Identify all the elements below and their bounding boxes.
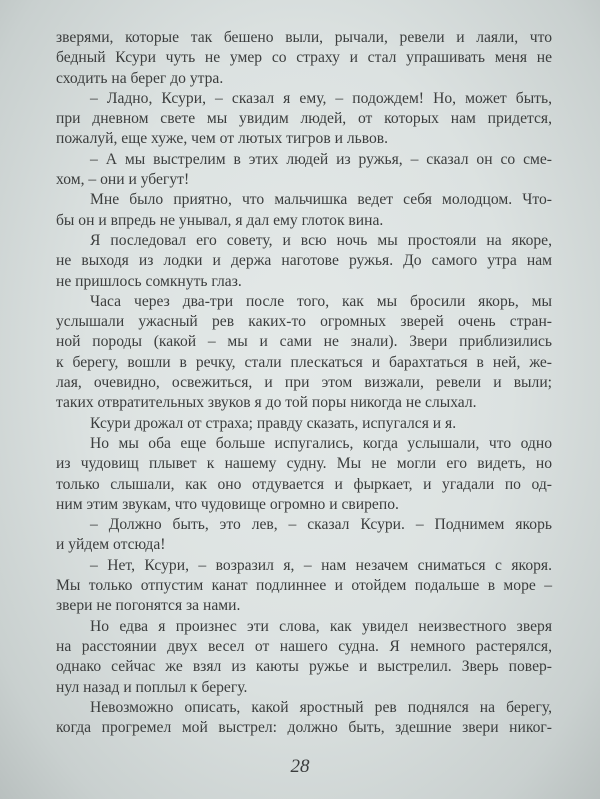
text-line: Мне было приятно, что мальчишка ведет себя молодцом. Что- <box>90 191 552 209</box>
text-line: зверями, которые так бешено выли, рычали, ревели и лаяли, что <box>56 29 552 46</box>
text-line: пожалуй, еще хуже, чем от лютых тигров и львов. <box>56 130 389 148</box>
text-line: Часа через два-три после того, как мы бросили якорь, мы <box>90 292 552 310</box>
text-line: хом, – они и убегут! <box>56 171 190 189</box>
text-line: Я последовал его совету, и всю ночь мы простояли на якоре, <box>90 231 552 249</box>
text-line: нул назад и поплыл к берегу. <box>56 678 248 696</box>
text-line: ной породы (какой – мы и сами не знали). Звери приблизились <box>56 333 552 351</box>
text-line: к берегу, вошли в речку, стали плескаться и барахтаться в ней, же- <box>56 353 552 371</box>
text-line: и уйдем отсюда! <box>56 536 166 554</box>
page-number: 28 <box>290 756 310 777</box>
text-line: только слышали, как оно отдувается и фыркает, и угадали по од- <box>56 475 552 493</box>
text-line: на расстоянии двух весел от нашего судна. Я немного растерялся, <box>56 637 552 655</box>
text-line: при дневном свете мы увидим людей, от которых нам придется, <box>56 110 552 128</box>
text-line: лая, очевидно, освежиться, и при этом визжали, ревели и выли; <box>56 374 552 392</box>
text-line: таких отвратительных звуков я до той поры никогда не слыхал. <box>56 394 477 412</box>
text-line: из чудовищ плывет к нашему судну. Мы не могли его видеть, но <box>56 455 552 473</box>
book-page-text <box>56 28 552 738</box>
text-line: услышали ужасный рев каких-то огромных зверей очень стран- <box>56 313 552 331</box>
text-line: бедный Ксури чуть не умер со страху и стал упрашивать меня не <box>56 49 552 67</box>
text-line: – А мы выстрелим в этих людей из ружья, – сказал он со сме- <box>90 150 552 168</box>
text-line: – Нет, Ксури, – возразил я, – нам незачем сниматься с якоря. <box>90 556 552 574</box>
text-line: Но едва я произнес эти слова, как увидел неизвестного зверя <box>90 617 552 635</box>
text-line: сходить на берег до утра. <box>56 69 224 87</box>
text-line: когда прогремел мой выстрел: должно быть, здешние звери никог- <box>56 719 552 737</box>
text-line: – Должно быть, это лев, – сказал Ксури. – Поднимем якорь <box>90 516 552 534</box>
text-line: – Ладно, Ксури, – сказал я ему, – подождем! Но, может быть, <box>90 89 552 107</box>
text-line: не выходя из лодки и держа наготове ружья. До самого утра нам <box>56 252 552 270</box>
text-line: ним этим звукам, что чудовище огромно и свирепо. <box>56 495 399 513</box>
text-line: Мы только отпустим канат подлиннее и отойдем подальше в море – <box>56 577 552 595</box>
text-line: Невозможно описать, какой яростный рев поднялся на берегу, <box>90 698 552 716</box>
text-line: Ксури дрожал от страха; правду сказать, испугался и я. <box>90 414 457 432</box>
text-line: Но мы оба еще больше испугались, когда услышали, что одно <box>90 434 552 452</box>
text-line: бы он и впредь не унывал, я дал ему глоток вина. <box>56 211 384 229</box>
text-line: не пришлось сомкнуть глаз. <box>56 272 242 290</box>
text-line: звери не погонятся за нами. <box>56 597 241 615</box>
text-line: однако сейчас же взял из каюты ружье и выстрелил. Зверь повер- <box>56 658 552 676</box>
